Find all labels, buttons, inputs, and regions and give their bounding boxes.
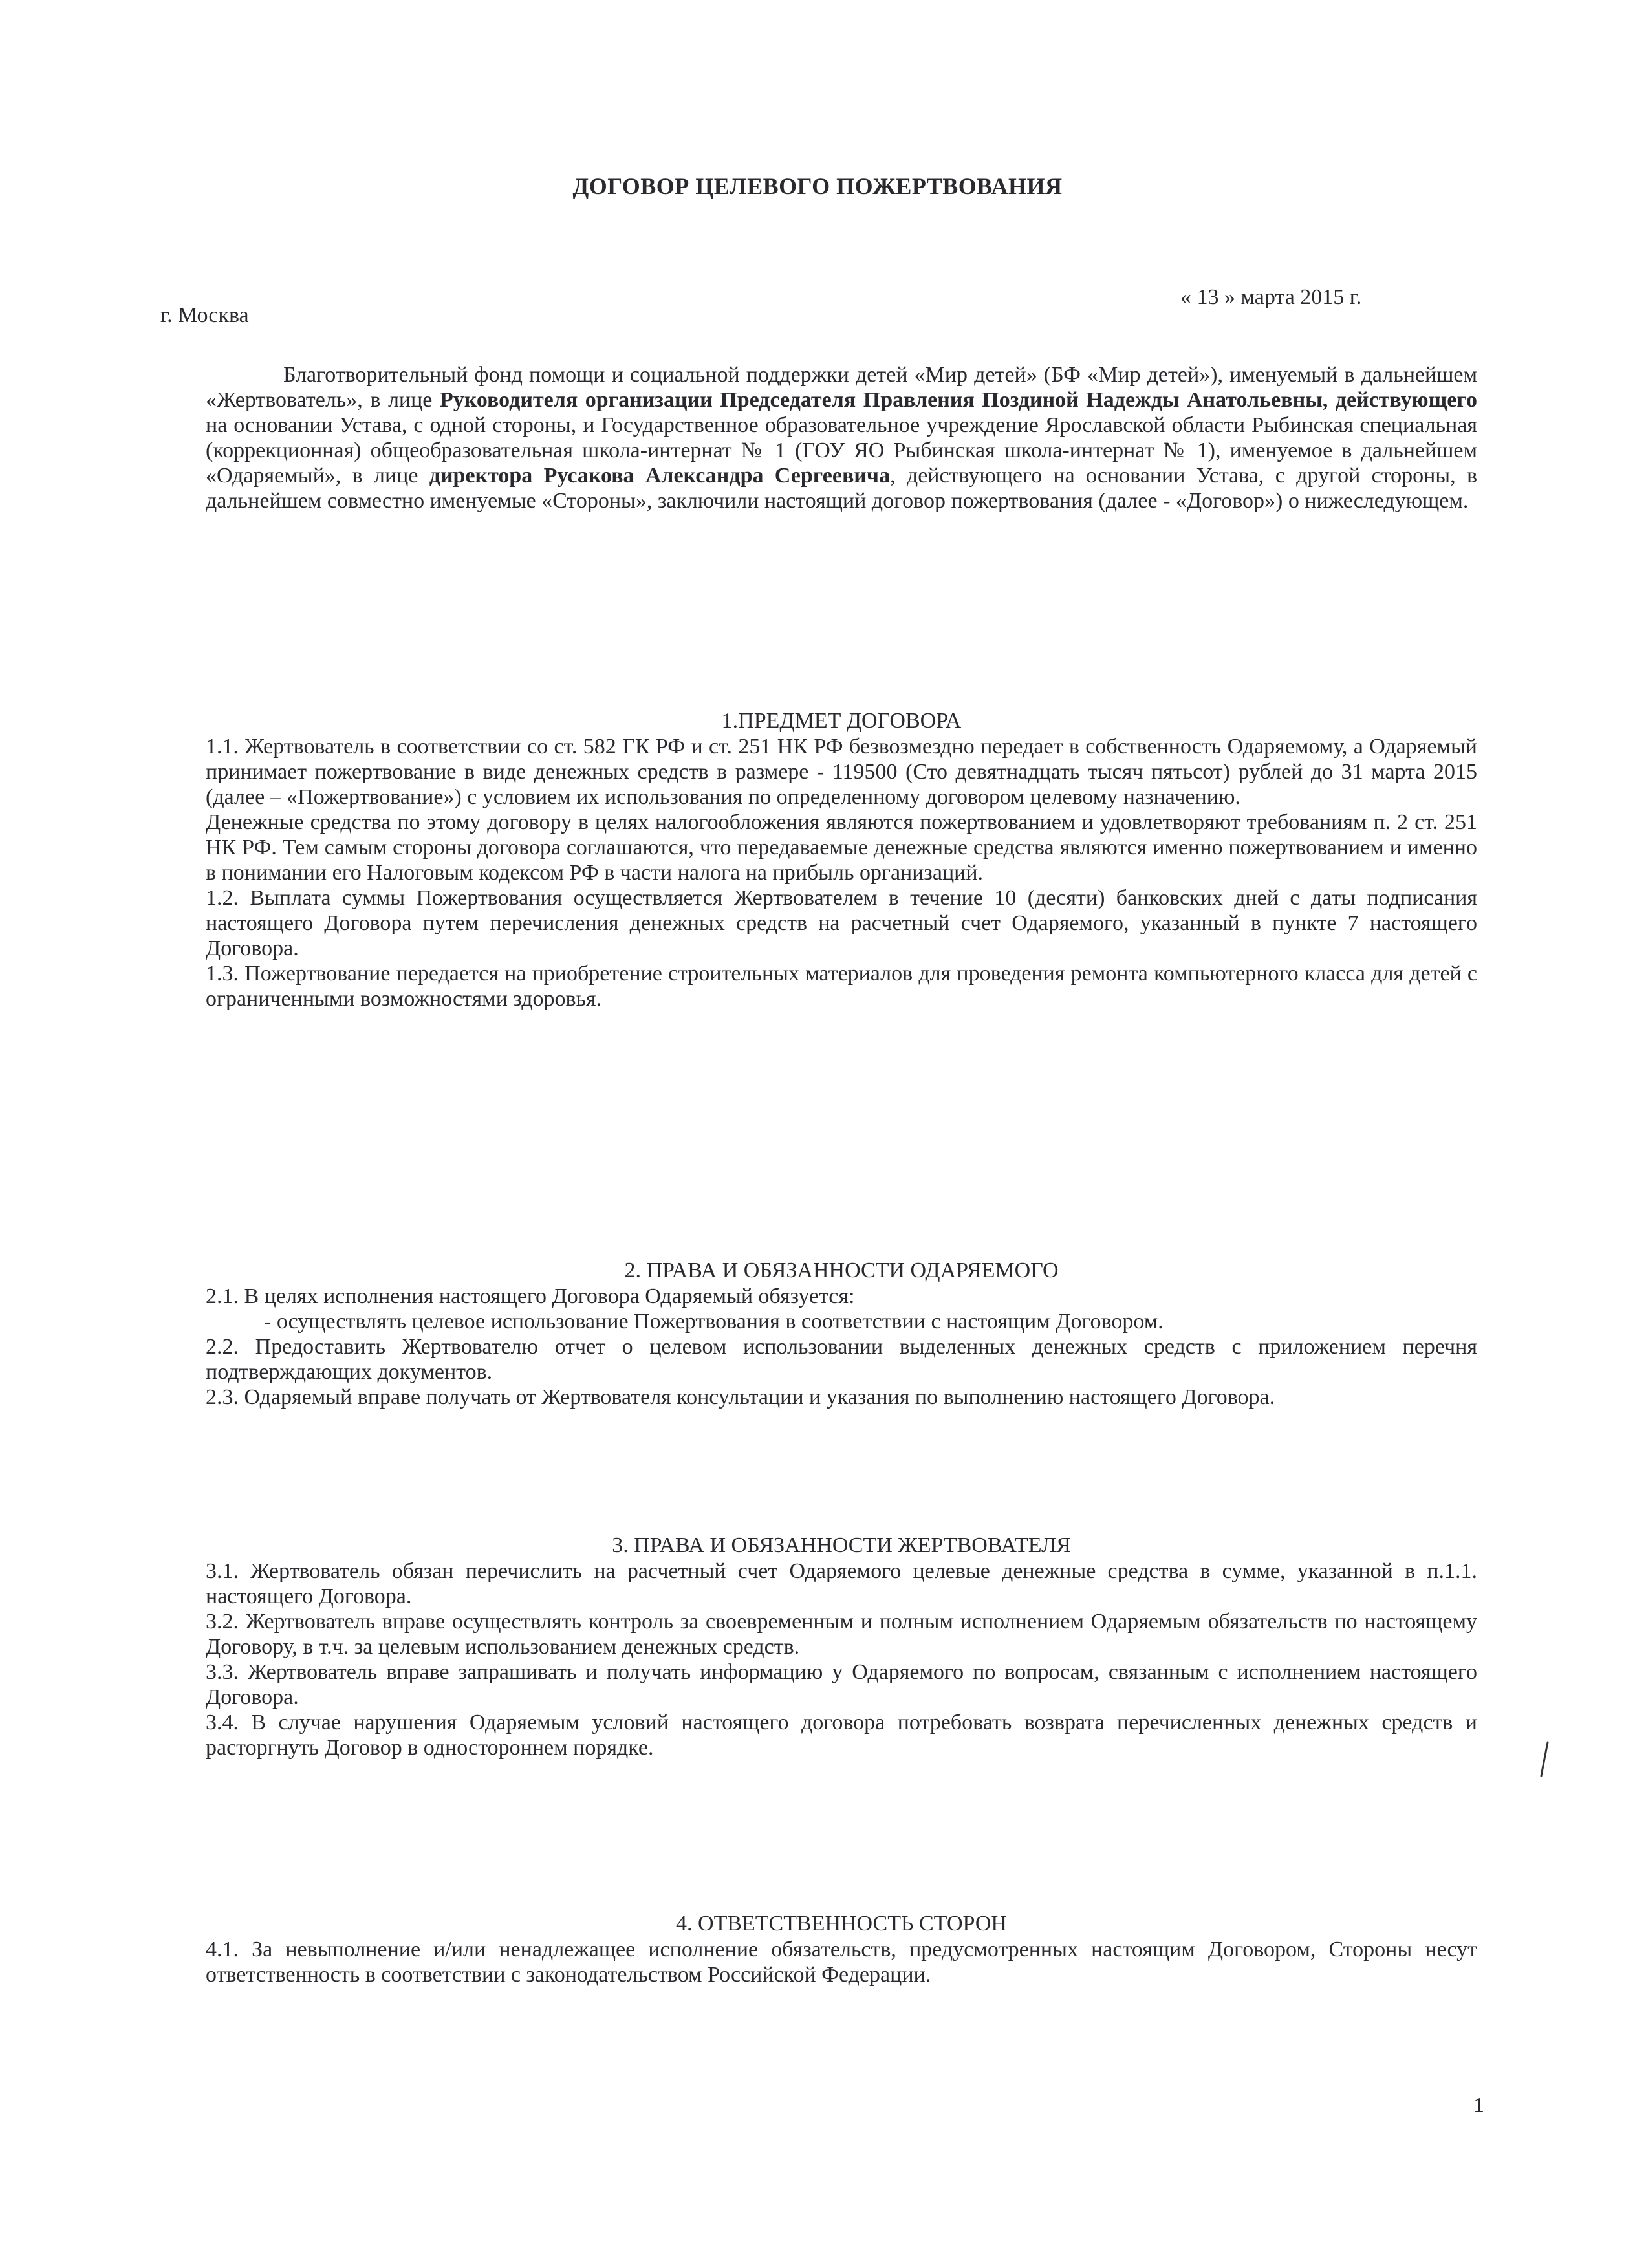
clause-1-3: 1.3. Пожертвование передается на приобретение строительных материалов для проведения ремонта компьютерного класса для детей с ограниченными возможностями здоровья. [206, 962, 1477, 1011]
section-4 [206, 1911, 1477, 1987]
preamble-bold-2: директора Русакова Александра Сергеевича [429, 464, 891, 488]
clause-2-1-item: - осуществлять целевое использование Пожертвования в соответствии с настоящим Договором. [264, 1310, 1164, 1334]
document-city: г. Москва [160, 303, 249, 327]
clause-2-1: 2.1. В целях исполнения настоящего Договора Одаряемый обязуется: [206, 1284, 855, 1308]
preamble [206, 362, 1477, 513]
pen-mark-icon [1539, 1740, 1550, 1778]
section-2 [206, 1258, 1477, 1410]
section-3 [206, 1533, 1477, 1760]
clause-3-2: 3.2. Жертвователь вправе осуществлять контроль за своевременным и полным исполнением Одаряемым обязательств по настоящему Договору, в т.ч. за целевым использованием денежных средств. [206, 1610, 1477, 1659]
section-3-title: 3. ПРАВА И ОБЯЗАННОСТИ ЖЕРТВОВАТЕЛЯ [612, 1533, 1071, 1557]
preamble-bold-1: Руководителя организации Председателя Правления Поздиной Надежды Анатольевны, действующего [439, 388, 1477, 412]
clause-4-1: 4.1. За невыполнение и/или ненадлежащее исполнение обязательств, предусмотренных настоящим Договором, Стороны несут ответственность в соответствии с законодательством Российской Федерации. [206, 1938, 1477, 1987]
clause-3-3: 3.3. Жертвователь вправе запрашивать и получать информацию у Одаряемого по вопросам, связанным с исполнением настоящего Договора. [206, 1660, 1477, 1709]
preamble-paragraph [206, 362, 1477, 513]
clause-3-1: 3.1. Жертвователь обязан перечислить на расчетный счет Одаряемого целевые денежные средства в сумме, указанной в п.1.1. настоящего Договора. [206, 1559, 1477, 1608]
page-number: 1 [1473, 2093, 1484, 2117]
preamble-text-1: Благотворительный фонд помощи и социальной поддержки детей «Мир детей» (БФ «Мир детей»), именуемый в дальнейшем «Жертвователь», в лице [206, 363, 1477, 412]
clause-2-3: 2.3. Одаряемый вправе получать от Жертвователя консультации и указания по выполнению настоящего Договора. [206, 1385, 1275, 1409]
section-1-title: 1.ПРЕДМЕТ ДОГОВОРА [721, 709, 962, 733]
document-date: « 13 » марта 2015 г. [1180, 285, 1362, 309]
clause-1-1: 1.1. Жертвователь в соответствии со ст. 582 ГК РФ и ст. 251 НК РФ безвозмездно передает в собственность Одаряемому, а Одаряемый принимает пожертвование в виде денежных средств в размере - 119500 (Сто девятнадцать тысяч пятьсот) рублей до 31 марта 2015 (далее – «Пожертвование») с условием их использования по определенному договором целевому назначению. [206, 735, 1477, 809]
clause-3-4: 3.4. В случае нарушения Одаряемым условий настоящего договора потребовать возврата перечисленных денежных средств и расторгнуть Договор в одностороннем порядке. [206, 1711, 1477, 1760]
preamble-text-2: на основании Устава, с одной стороны, и Государственное образовательное учреждение Ярославской области Рыбинская специальная (коррекционная) общеобразовательная школа-интернат № 1 (ГОУ ЯО Рыбинская школа-интернат № 1), именуемое в дальнейшем «Одаряемый», в лице [206, 413, 1477, 488]
section-4-title: 4. ОТВЕТСТВЕННОСТЬ СТОРОН [676, 1912, 1007, 1936]
section-2-title: 2. ПРАВА И ОБЯЗАННОСТИ ОДАРЯЕМОГО [624, 1258, 1059, 1282]
clause-2-2: 2.2. Предоставить Жертвователю отчет о целевом использовании выделенных денежных средств с приложением перечня подтверждающих документов. [206, 1335, 1477, 1384]
preamble-text-3: , действующего на основании Устава, с другой стороны, в дальнейшем совместно именуемые «Стороны», заключили настоящий договор пожертвования (далее - «Договор») о нижеследующем. [206, 464, 1477, 513]
clause-1-2: 1.2. Выплата суммы Пожертвования осуществляется Жертвователем в течение 10 (десяти) банковских дней с даты подписания настоящего Договора путем перечисления денежных средств на расчетный счет Одаряемого, указанный в пункте 7 настоящего Договора. [206, 886, 1477, 960]
document-title: ДОГОВОР ЦЕЛЕВОГО ПОЖЕРТВОВАНИЯ [572, 173, 1063, 199]
section-1 [206, 708, 1477, 1011]
clause-1-1-note: Денежные средства по этому договору в целях налогообложения являются пожертвованием и удовлетворяют требованиям п. 2 ст. 251 НК РФ. Тем самым стороны договора соглашаются, что передаваемые денежные средства являются именно пожертвованием и именно в понимании его Налоговым кодексом РФ в части налога на прибыль организаций. [206, 810, 1477, 885]
